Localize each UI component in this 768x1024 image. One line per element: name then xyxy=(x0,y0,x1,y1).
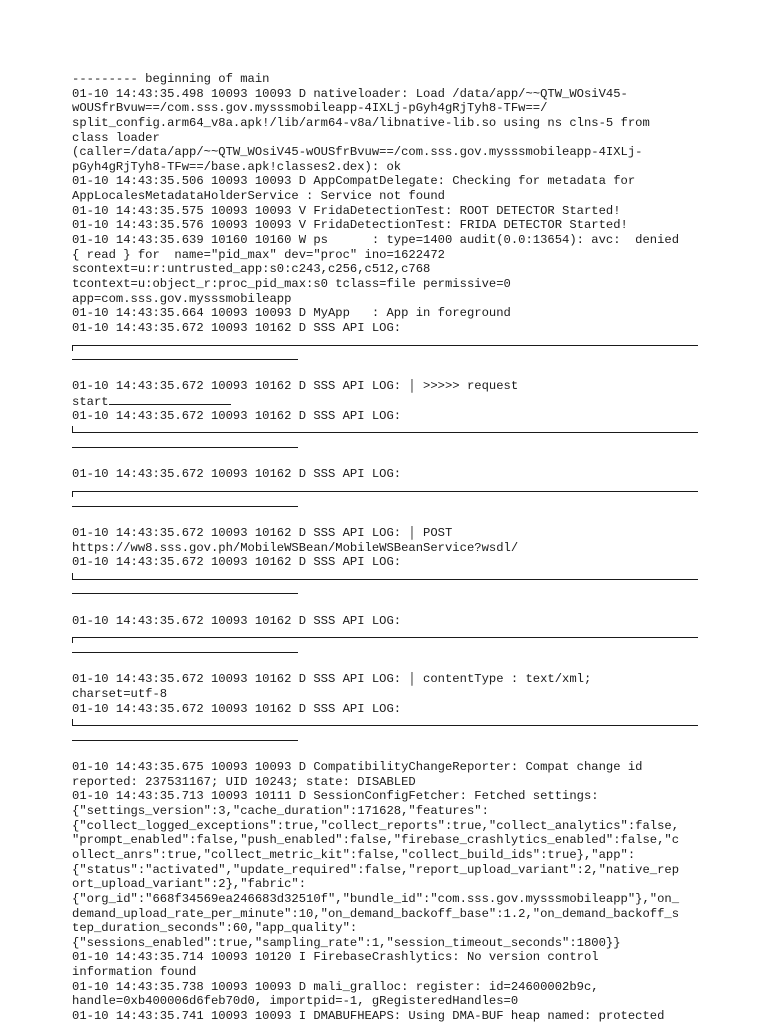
log-line: charset=utf-8 xyxy=(72,686,168,701)
log-header: --------- beginning of main xyxy=(72,72,270,86)
box-border-wrap xyxy=(72,438,698,453)
box-top-border xyxy=(72,482,698,497)
log-line: 01-10 14:43:35.575 10093 10093 V FridaDetectionTest: ROOT DETECTOR Started! xyxy=(72,203,621,218)
log-line: tcontext=u:object_r:proc_pid_max:s0 tclass=file permissive=0 xyxy=(72,276,511,291)
log-line: 01-10 14:43:35.672 10093 10162 D SSS API LOG: xyxy=(72,613,402,628)
log-line: {"org_id":"668f34569ea246683d32510f","bundle_id":"com.sss.gov.mysssmobileapp"},"on_ xyxy=(72,891,680,906)
log-line: 01-10 14:43:35.672 10093 10162 D SSS API LOG: │ POST xyxy=(72,525,453,540)
log-line: reported: 237531167; UID 10243; state: DISABLED xyxy=(72,774,416,789)
log-line: https://ww8.sss.gov.ph/MobileWSBean/MobileWSBeanService?wsdl/ xyxy=(72,540,519,555)
log-line: {"collect_logged_exceptions":true,"collect_reports":true,"collect_analytics":false, xyxy=(72,818,680,833)
box-bottom-border xyxy=(72,423,698,438)
log-line: AppLocalesMetadataHolderService : Service not found xyxy=(72,189,445,204)
log-line: 01-10 14:43:35.506 10093 10093 D AppCompatDelegate: Checking for metadata for xyxy=(72,174,636,189)
log-line: 01-10 14:43:35.576 10093 10093 V FridaDetectionTest: FRIDA DETECTOR Started! xyxy=(72,218,628,233)
log-line: 01-10 14:43:35.664 10093 10093 D MyApp : App in foreground xyxy=(72,306,511,321)
box-border-wrap xyxy=(72,643,698,658)
log-line: split_config.arm64_v8a.apk!/lib/arm64-v8a/libnative-lib.so using ns clns-5 from xyxy=(72,115,650,130)
log-line: information found xyxy=(72,965,197,980)
log-line: {"sessions_enabled":true,"sampling_rate":1,"session_timeout_seconds":1800}} xyxy=(72,935,621,950)
log-line: {"settings_version":3,"cache_duration":171628,"features": xyxy=(72,804,489,819)
log-line: "prompt_enabled":false,"push_enabled":false,"firebase_crashlytics_enabled":false,"c xyxy=(72,833,680,848)
log-line: 01-10 14:43:35.714 10093 10120 I FirebaseCrashlytics: No version control xyxy=(72,950,599,965)
box-border-wrap xyxy=(72,731,698,746)
box-border-wrap xyxy=(72,497,698,512)
log-line: 01-10 14:43:35.498 10093 10093 D nativeloader: Load /data/app/~~QTW_WOsiV45- xyxy=(72,86,628,101)
log-line: app=com.sss.gov.mysssmobileapp xyxy=(72,291,292,306)
log-line: class loader xyxy=(72,130,160,145)
box-top-border xyxy=(72,628,698,643)
log-text: start xyxy=(72,395,109,410)
log-line: 01-10 14:43:35.639 10160 10160 W ps : type=1400 audit(0.0:13654): avc: denied xyxy=(72,233,680,248)
log-line: handle=0xb400006d6feb70d0, importpid=-1, gRegisteredHandles=0 xyxy=(72,994,519,1009)
log-line: tep_duration_seconds":60,"app_quality": xyxy=(72,921,358,936)
log-line: 01-10 14:43:35.672 10093 10162 D SSS API LOG: │ >>>>> request xyxy=(72,379,519,394)
box-border-wrap xyxy=(72,584,698,599)
log-line: 01-10 14:43:35.675 10093 10093 D CompatibilityChangeReporter: Compat change id xyxy=(72,760,643,775)
log-line: scontext=u:r:untrusted_app:s0:c243,c256,c512,c768 xyxy=(72,262,431,277)
log-line xyxy=(72,394,698,409)
log-line: 01-10 14:43:35.672 10093 10162 D SSS API LOG: xyxy=(72,701,402,716)
log-line: 01-10 14:43:35.672 10093 10162 D SSS API LOG: xyxy=(72,408,402,423)
log-line: 01-10 14:43:35.713 10093 10111 D SessionConfigFetcher: Fetched settings: xyxy=(72,789,599,804)
box-border-wrap xyxy=(72,350,698,365)
log-line: { read } for name="pid_max" dev="proc" ino=1622472 xyxy=(72,247,445,262)
log-line: 01-10 14:43:35.672 10093 10162 D SSS API LOG: xyxy=(72,467,402,482)
log-line: pGyh4gRjTyh8-TFw==/base.apk!classes2.dex): ok xyxy=(72,159,402,174)
box-border-wrap xyxy=(109,394,231,405)
logcat-output xyxy=(72,72,698,1024)
log-line: (caller=/data/app/~~QTW_WOsiV45-wOUSfrBvuw==/com.sss.gov.mysssmobileapp-4IXLj- xyxy=(72,145,643,160)
log-line: 01-10 14:43:35.672 10093 10162 D SSS API LOG: │ contentType : text/xml; xyxy=(72,672,592,687)
log-line: 01-10 14:43:35.741 10093 10093 I DMABUFHEAPS: Using DMA-BUF heap named: protected xyxy=(72,1009,665,1023)
box-bottom-border xyxy=(72,716,698,731)
log-line: 01-10 14:43:35.738 10093 10093 D mali_gralloc: register: id=24600002b9c, xyxy=(72,979,599,994)
log-line: {"status":"activated","update_required":false,"report_upload_variant":2,"native_rep xyxy=(72,862,680,877)
log-line: demand_upload_rate_per_minute":10,"on_demand_backoff_base":1.2,"on_demand_backoff_s xyxy=(72,906,680,921)
box-top-border xyxy=(72,336,698,351)
log-line: 01-10 14:43:35.672 10093 10162 D SSS API LOG: xyxy=(72,555,402,570)
log-line: wOUSfrBvuw==/com.sss.gov.mysssmobileapp-4IXLj-pGyh4gRjTyh8-TFw==/ xyxy=(72,101,548,116)
log-line: ollect_anrs":true,"collect_metric_kit":false,"collect_build_ids":true},"app": xyxy=(72,847,636,862)
log-line: ort_upload_variant":2},"fabric": xyxy=(72,877,307,892)
box-bottom-border xyxy=(72,570,698,585)
log-line: 01-10 14:43:35.672 10093 10162 D SSS API LOG: xyxy=(72,320,402,335)
